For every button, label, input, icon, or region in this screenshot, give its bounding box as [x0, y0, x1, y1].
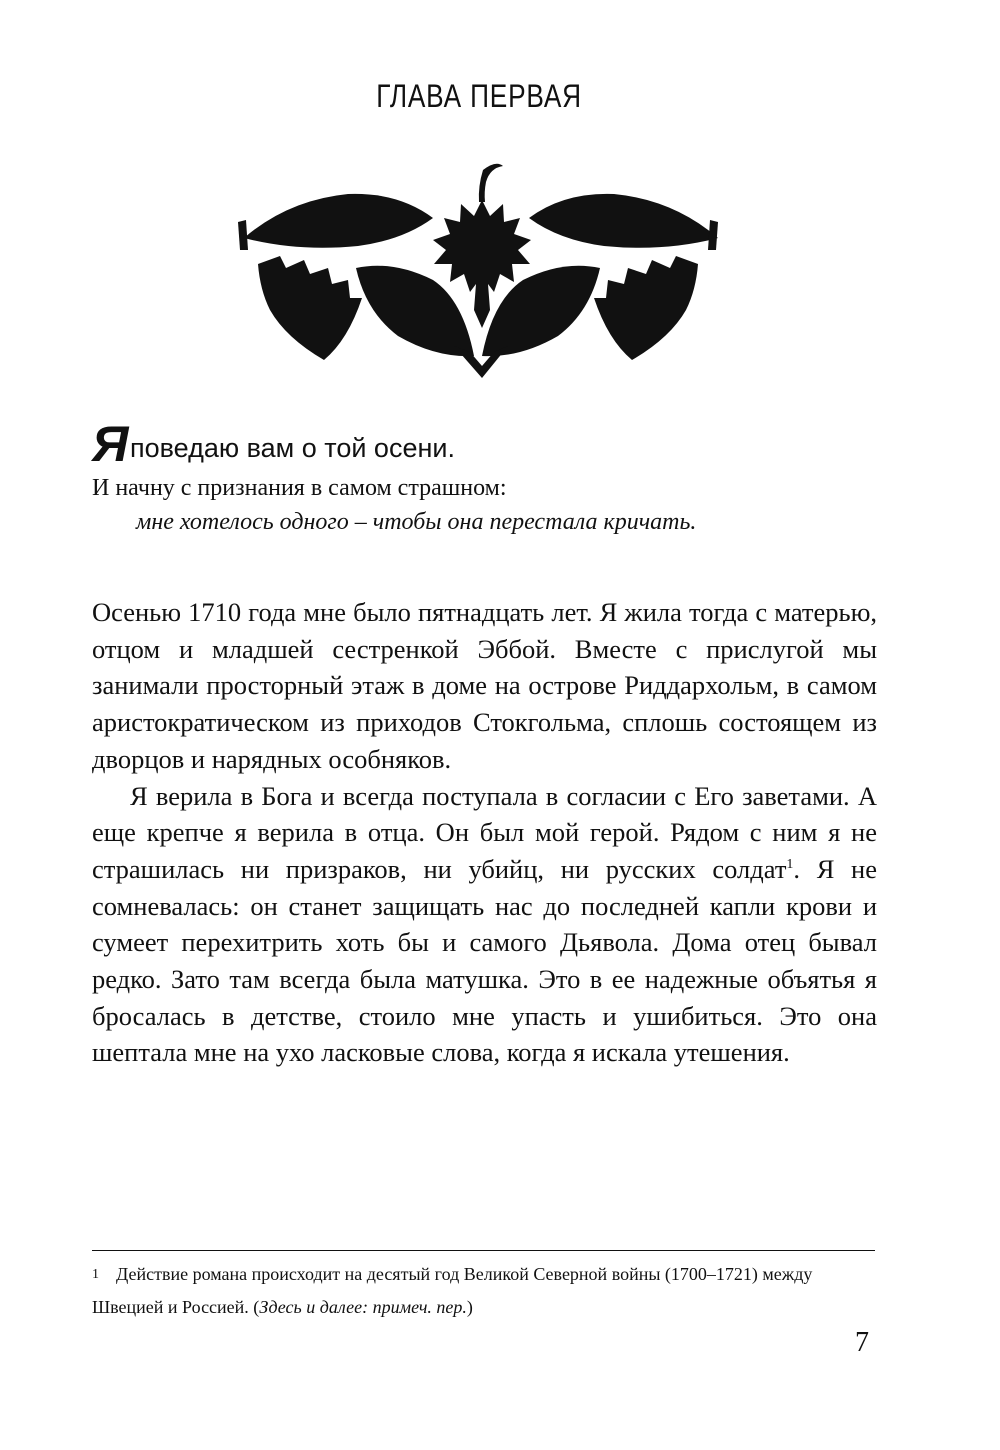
epigraph-first-line: [92, 416, 882, 472]
footnote-reference[interactable]: 1: [786, 857, 794, 873]
paragraph-2-part-1: Я верила в Бога и всегда поступала в согласии с Его заветами. А еще крепче я верила в отца. Он был мой герой. Рядом с ним я не страшилась ни призраков, ни убийц, ни русских солдат: [92, 780, 877, 884]
leaf-ornament-icon: [228, 160, 728, 385]
footnote-divider: [92, 1250, 875, 1251]
paragraph-2: [92, 778, 877, 1072]
paragraph-2-part-2: . Я не сомневалась: он станет защищать нас до последней капли крови и сумеет перехитрить хоть бы и самого Дьявола. Дома отец бывал редко. Зато там всегда была матушка. Это в ее надежные объятья я бросалась в детстве, стоило мне упасть и ушибиться. Это она шептала мне на ухо ласковые слова, когда я искала утешения.: [92, 853, 877, 1068]
epigraph-line-3: мне хотелось одного – чтобы она перестала кричать.: [136, 509, 697, 535]
page-number: 7: [855, 1327, 869, 1358]
epigraph-line-2: И начну с признания в самом страшном:: [92, 475, 507, 501]
footnote: [92, 1258, 862, 1324]
footnote-text: Действие романа происходит на десятый год Великой Северной войны (1700–1721) между Швецией и Россией. (: [92, 1264, 813, 1317]
epigraph: [92, 416, 882, 539]
footnote-translator-note: Здесь и далее: примеч. пер.: [259, 1297, 467, 1317]
paragraph-1: Осенью 1710 года мне было пятнадцать лет. Я жила тогда с матерью, отцом и младшей сестренкой Эббой. Вместе с прислугой мы занимали просторный этаж в доме на острове Риддархольм, в самом аристократическом из приходов Стокгольма, сплошь состоящем из дворцов и нарядных особняков.: [92, 597, 877, 774]
footnote-closing: ): [466, 1297, 473, 1317]
drop-cap: Я: [92, 416, 129, 472]
body-text: [92, 594, 877, 1071]
epigraph-line-1: поведаю вам о той осени.: [130, 433, 455, 463]
footnote-number: 1: [92, 1267, 99, 1282]
chapter-title: ГЛАВА ПЕРВАЯ: [376, 78, 582, 114]
